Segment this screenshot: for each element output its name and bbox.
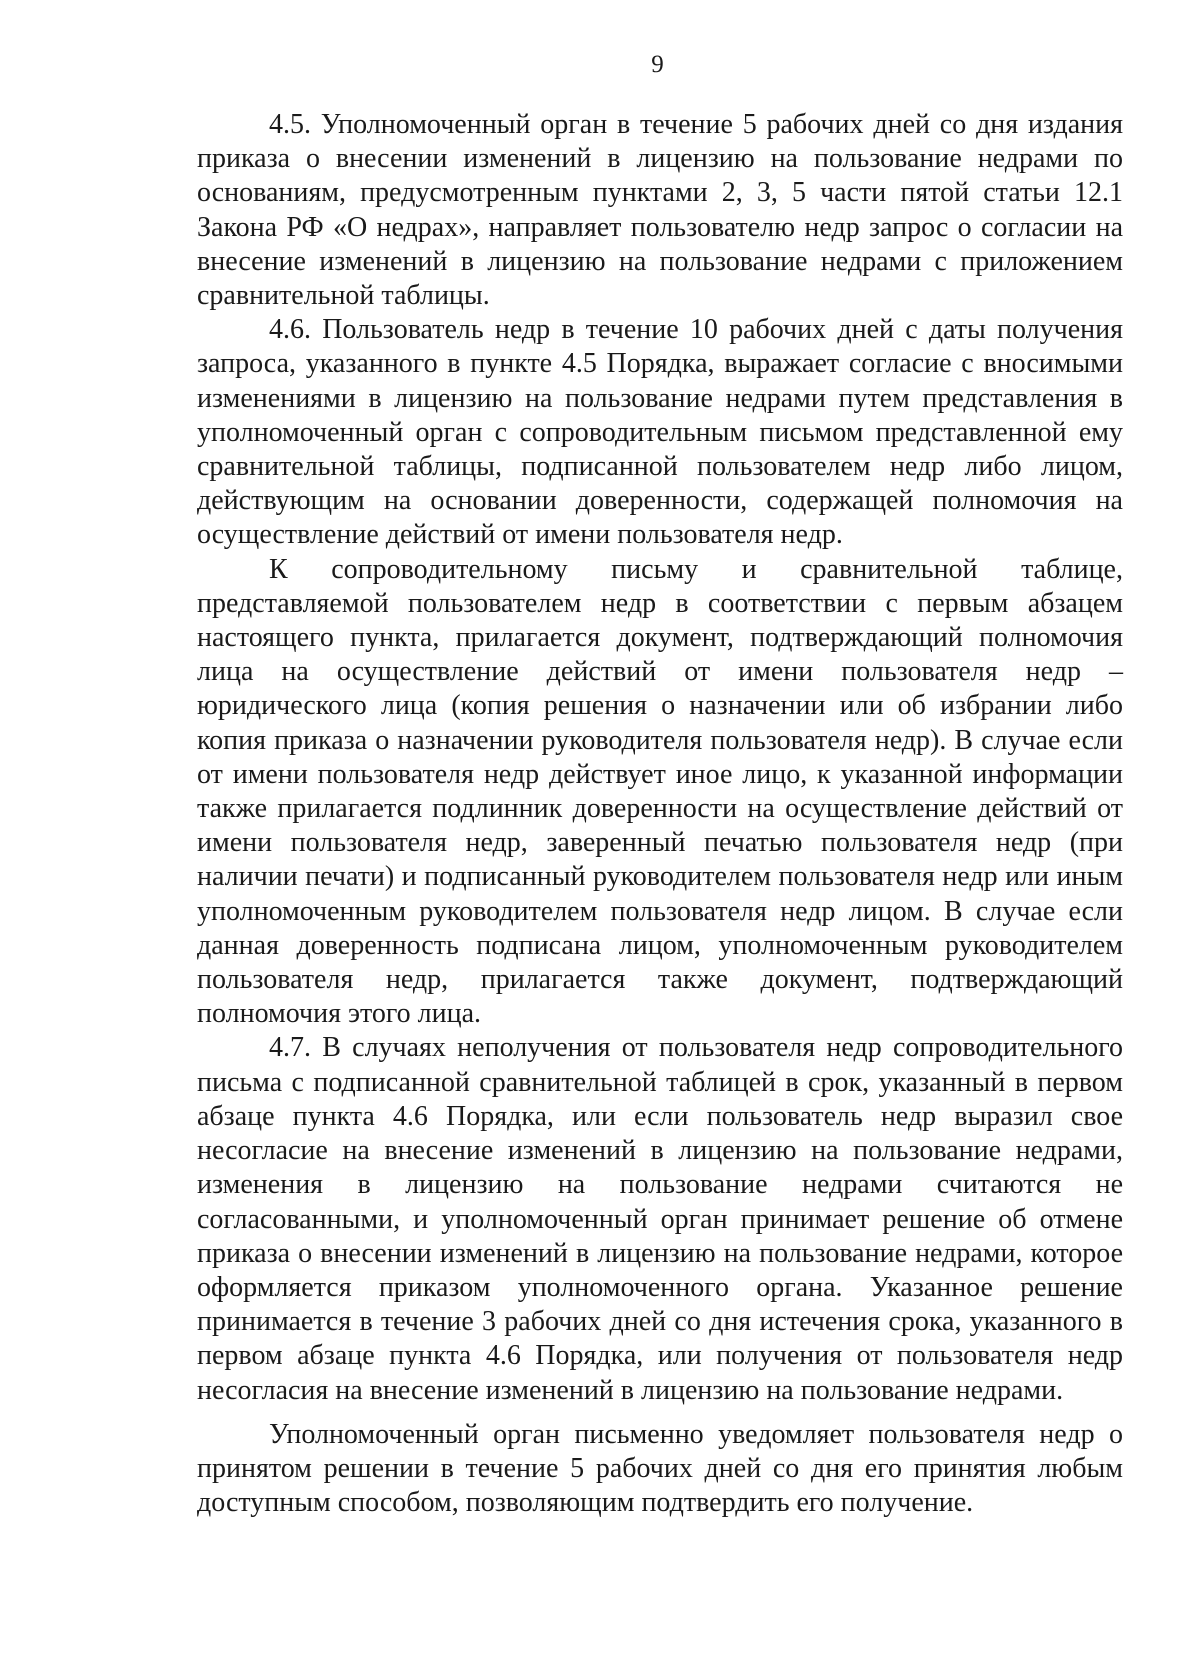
- paragraph-4-5: 4.5. Уполномоченный орган в течение 5 рабочих дней со дня издания приказа о внесении изменений в лицензию на пользование недрами по основаниям, предусмотренным пунктами 2, 3, 5 части пятой статьи 12.1 Закона РФ «О недрах», направляет пользователю недр запрос о согласии на внесение изменений в лицензию на пользование недрами с приложением сравнительной таблицы.: [197, 109, 1123, 312]
- page-number: 9: [651, 51, 664, 78]
- paragraph-4-6: 4.6. Пользователь недр в течение 10 рабочих дней с даты получения запроса, указанного в пункте 4.5 Порядка, выражает согласие с вносимыми изменениями в лицензию на пользование недрами путем представления в уполномоченный орган с сопроводительным письмом представленной ему сравнительной таблицы, подписанной пользователем недр либо лицом, действующим на основании доверенности, содержащей полномочия на осуществление действий от имени пользователя недр.: [197, 314, 1123, 551]
- paragraph-4-7-notification: Уполномоченный орган письменно уведомляет пользователя недр о принятом решении в течение 5 рабочих дней со дня его принятия любым доступным способом, позволяющим подтвердить его получение.: [197, 1418, 1123, 1519]
- paragraph-4-6-attachments: К сопроводительному письму и сравнительной таблице, представляемой пользователем недр в соответствии с первым абзацем настоящего пункта, прилагается документ, подтверждающий полномочия лица на осуществление действий от имени пользователя недр – юридического лица (копия решения о назначении или об избрании либо копия приказа о назначении руководителя пользователя недр). В случае если от имени пользователя недр действует иное лицо, к указанной информации также прилагается подлинник доверенности на осуществление действий от имени пользователя недр, заверенный печатью пользователя недр (при наличии печати) и подписанный руководителем пользователя недр или иным уполномоченным руководителем пользователя недр лицом. В случае если данная доверенность подписана лицом, уполномоченным руководителем пользователя недр, прилагается также документ, подтверждающий полномочия этого лица.: [197, 553, 1123, 1030]
- document-body: [197, 108, 1123, 1520]
- paragraph-4-7: 4.7. В случаях неполучения от пользователя недр сопроводительного письма с подписанной сравнительной таблицей в срок, указанный в первом абзаце пункта 4.6 Порядка, или если пользователь недр выразил свое несогласие на внесение изменений в лицензию на пользование недрами, изменения в лицензию на пользование недрами считаются не согласованными, и уполномоченный орган принимает решение об отмене приказа о внесении изменений в лицензию на пользование недрами, которое оформляется приказом уполномоченного органа. Указанное решение принимается в течение 3 рабочих дней со дня истечения срока, указанного в первом абзаце пункта 4.6 Порядка, или получения от пользователя недр несогласия на внесение изменений в лицензию на пользование недрами.: [197, 1032, 1123, 1406]
